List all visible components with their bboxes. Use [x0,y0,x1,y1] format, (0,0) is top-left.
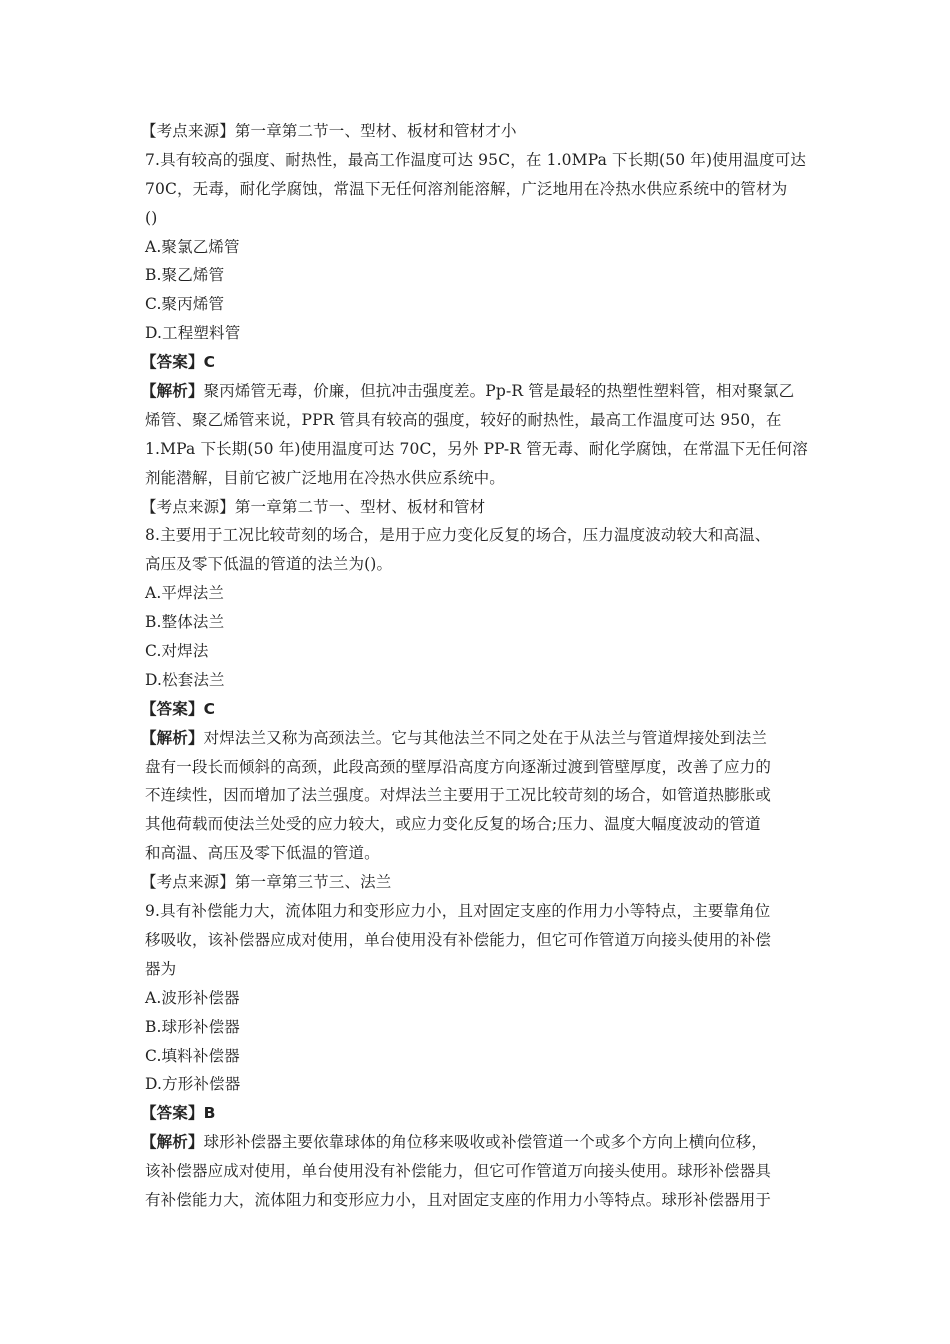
line-text: D.方形补偿器 [145,1075,241,1094]
line-text: 聚丙烯管无毒，价廉，但抗冲击强度差。Pp-R 管是最轻的热塑性塑料管，相对聚氯乙 [203,382,795,401]
line-label: 【解析】 [141,382,204,401]
line-text: 第一章第三节三、法兰 [234,873,392,892]
line-text: 盘有一段长而倾斜的高颈，此段高颈的壁厚沿高度方向逐渐过渡到管壁厚度，改善了应力的 [145,757,772,776]
line-text: 对焊法兰又称为高颈法兰。它与其他法兰不同之处在于从法兰与管道焊接处到法兰 [203,728,768,747]
text-line [145,839,815,868]
text-line [145,1013,815,1042]
text-line [141,1128,815,1157]
line-text: 器为 [145,959,177,978]
text-line [145,233,815,262]
text-line [145,261,815,290]
text-line [141,117,815,146]
line-text: 第一章第二节一、型材、板材和管材 [234,497,486,516]
line-text: 高压及零下低温的管道的法兰为()。 [145,555,393,574]
text-line [145,637,815,666]
text-line [145,984,815,1013]
line-label: 【解析】 [141,728,204,747]
text-line [145,666,815,695]
text-line [145,1070,815,1099]
text-line [145,1157,815,1186]
text-line [145,897,815,926]
line-text: 其他荷载而使法兰处受的应力较大，或应力变化反复的场合;压力、温度大幅度波动的管道 [145,815,761,834]
text-line [145,464,815,493]
line-text: 烯管、聚乙烯管来说，PPR 管具有较高的强度，较好的耐热性，最高工作温度可达 950，在 [145,410,782,429]
text-line [141,493,815,522]
text-line [145,608,815,637]
line-label: 【考点来源】 [141,497,235,516]
text-line [141,695,815,724]
text-line [145,550,815,579]
line-text: C.聚丙烯管 [145,295,225,314]
text-line [145,204,815,233]
text-line [145,146,815,175]
text-line [145,955,815,984]
line-text: 1.MPa 下长期(50 年)使用温度可达 70C，另外 PP-R 管无毒、耐化学腐蚀，在常温下无任何溶 [145,439,808,458]
line-text: 该补偿器应成对使用，单台使用没有补偿能力，但它可作管道万向接头使用。球形补偿器具 [145,1162,772,1181]
text-line [145,1042,815,1071]
line-text: 第一章第二节一、型材、板材和管材才小 [234,122,517,140]
line-text: B.聚乙烯管 [145,266,225,285]
line-text: C [203,699,216,718]
text-line [141,377,815,406]
text-line [141,1099,815,1128]
line-label: 【答案】 [141,1104,204,1123]
text-line [145,1186,815,1215]
line-text: 球形补偿器主要依靠球体的角位移来吸收或补偿管道一个或多个方向上横向位移， [203,1133,768,1152]
line-label: 【考点来源】 [141,122,235,140]
text-line [145,781,815,810]
document-page [141,117,815,1215]
text-line [145,406,815,435]
text-line [141,348,815,377]
text-line [145,435,815,464]
text-line [145,579,815,608]
line-text: C [203,353,216,372]
line-text: B [203,1104,216,1123]
text-line [145,521,815,550]
text-line [141,868,815,897]
line-text: C.填料补偿器 [145,1046,240,1065]
line-text: C.对焊法 [145,642,209,661]
text-line [145,319,815,348]
line-text: D.工程塑料管 [145,324,241,343]
line-text: D.松套法兰 [145,670,225,689]
line-text: 70C，无毒，耐化学腐蚀，常温下无任何溶剂能溶解，广泛地用在冷热水供应系统中的管材为 [145,179,788,198]
line-text: 7.具有较高的强度、耐热性，最高工作温度可达 95C，在 1.0MPa 下长期(50 年)使用温度可达 [145,150,807,169]
line-text: 有补偿能力大，流体阻力和变形应力小，且对固定支座的作用力小等特点。球形补偿器用于 [145,1190,772,1209]
text-line [145,926,815,955]
text-line [145,810,815,839]
line-label: 【考点来源】 [141,873,235,892]
line-text: 移吸收，该补偿器应成对使用，单台使用没有补偿能力，但它可作管道万向接头使用的补偿 [145,930,772,949]
line-text: B.球形补偿器 [145,1017,240,1036]
line-text: 剂能潜解，目前它被广泛地用在冷热水供应系统中。 [145,468,505,487]
line-text: A.平焊法兰 [145,584,225,603]
text-line [145,175,815,204]
line-text: 8.主要用于工况比较苛刻的场合，是用于应力变化反复的场合，压力温度波动较大和高温、 [145,526,771,545]
line-label: 【答案】 [141,699,204,718]
line-label: 【解析】 [141,1133,204,1152]
line-text: A.波形补偿器 [145,988,240,1007]
line-label: 【答案】 [141,353,204,372]
text-line [145,753,815,782]
line-text: () [145,208,158,227]
text-line [145,290,815,319]
line-text: 和高温、高压及零下低温的管道。 [145,844,380,863]
line-text: B.整体法兰 [145,613,225,632]
text-line [141,724,815,753]
line-text: 不连续性，因而增加了法兰强度。对焊法兰主要用于工况比较苛刻的场合，如管道热膨胀或 [145,786,772,805]
line-text: 9.具有补偿能力大，流体阻力和变形应力小，且对固定支座的作用力小等特点，主要靠角位 [145,902,771,921]
line-text: A.聚氯乙烯管 [145,237,240,256]
